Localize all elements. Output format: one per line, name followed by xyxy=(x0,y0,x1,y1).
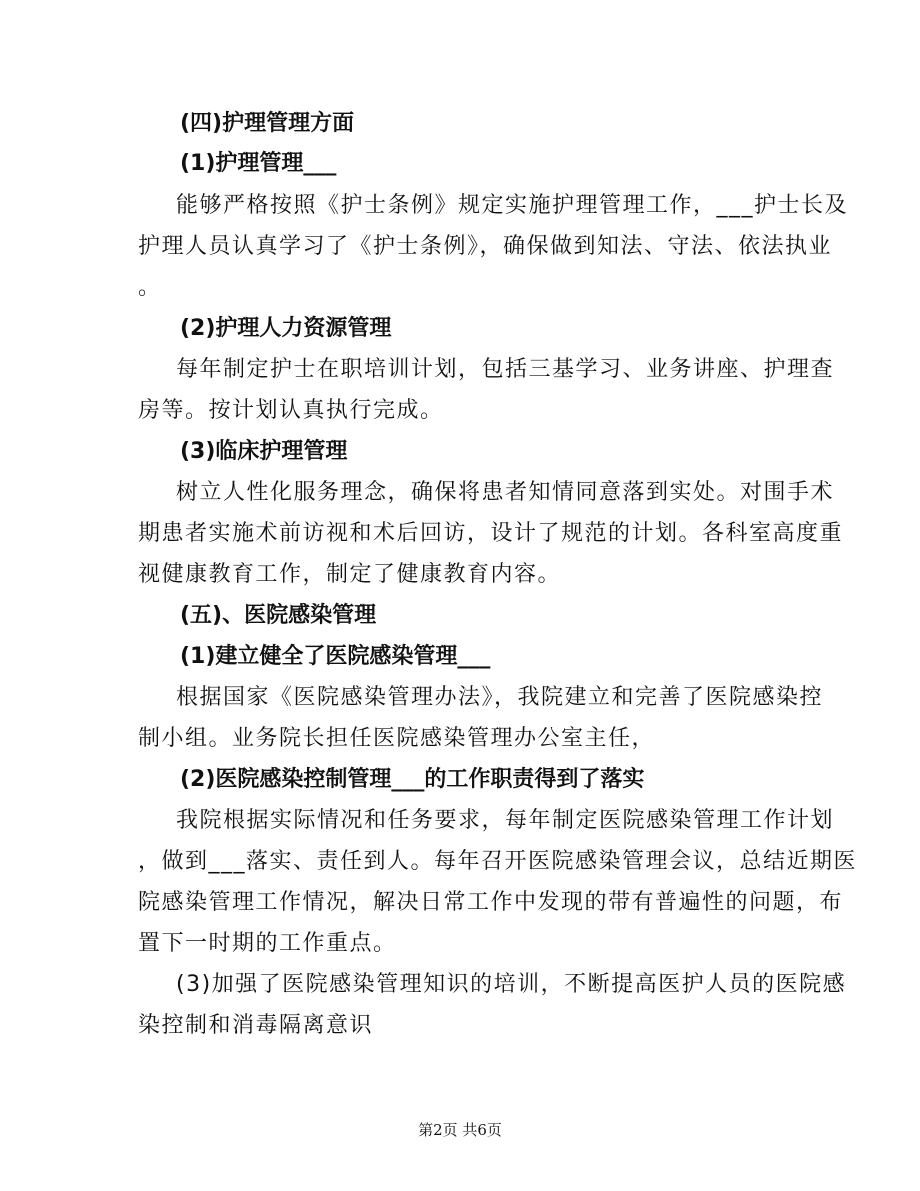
paragraph-line: 根据国家《医院感染管理办法》，我院建立和完善了医院感染控 xyxy=(176,685,824,710)
subsection-heading: (2)护理人力资源管理 xyxy=(180,316,392,341)
subsection-heading: (1)建立健全了医院感染管理___ xyxy=(180,644,491,669)
paragraph-line: ，做到___落实、责任到人。每年召开医院感染管理会议，总结近期医 xyxy=(138,849,858,874)
paragraph-line: 树立人性化服务理念，确保将患者知情同意落到实处。对围手术 xyxy=(176,480,835,505)
paragraph-line: 我院根据实际情况和任务要求，每年制定医院感染管理工作计划 xyxy=(176,808,835,833)
paragraph-line: 染控制和消毒隔离意识 xyxy=(138,1013,374,1038)
paragraph-line: 视健康教育工作，制定了健康教育内容。 xyxy=(138,562,562,587)
paragraph-line: 期患者实施术前访视和术后回访，设计了规范的计划。各科室高度重 xyxy=(138,521,844,546)
paragraph-line: 房等。按计划认真执行完成。 xyxy=(138,398,444,423)
paragraph-line: (3)加强了医院感染管理知识的培训，不断提高医护人员的医院感 xyxy=(176,972,847,997)
section-heading: (五)、医院感染管理 xyxy=(180,603,377,628)
paragraph-line: 置下一时期的工作重点。 xyxy=(138,931,397,956)
paragraph-line: 每年制定护士在职培训计划，包括三基学习、业务讲座、护理查 xyxy=(176,357,835,382)
paragraph-line: 能够严格按照《护士条例》规定实施护理管理工作，___护士长及 xyxy=(176,193,849,218)
subsection-heading: (1)护理管理___ xyxy=(180,151,337,176)
paragraph-line: 制小组。业务院长担任医院感染管理办公室主任， xyxy=(138,726,656,751)
page-number-footer: 第2页 共6页 xyxy=(418,1121,502,1139)
paragraph-line: 护理人员认真学习了《护士条例》，确保做到知法、守法、依法执业 xyxy=(138,234,833,259)
subsection-heading: (2)医院感染控制管理___的工作职责得到了落实 xyxy=(180,767,645,792)
paragraph-line: 。 xyxy=(138,275,162,300)
paragraph-line: 院感染管理工作情况，解决日常工作中发现的带有普遍性的问题，布 xyxy=(138,890,844,915)
section-heading: (四)护理管理方面 xyxy=(180,111,355,136)
subsection-heading: (3)临床护理管理 xyxy=(180,439,348,464)
